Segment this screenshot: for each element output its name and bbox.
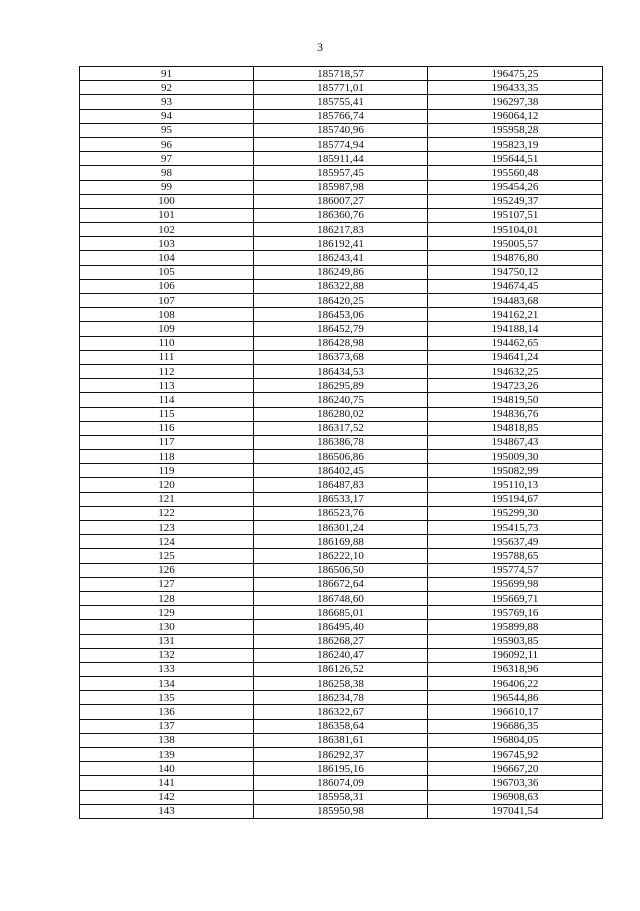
y-coordinate-cell: 195415,73 — [428, 521, 603, 535]
x-coordinate-cell: 186452,79 — [254, 322, 428, 336]
table-row — [80, 308, 603, 322]
point-number-cell: 101 — [80, 208, 254, 222]
table-row — [80, 137, 603, 151]
point-number-cell: 134 — [80, 677, 254, 691]
table-row — [80, 407, 603, 421]
x-coordinate-cell: 186672,64 — [254, 577, 428, 591]
y-coordinate-cell: 195249,37 — [428, 194, 603, 208]
point-number-cell: 104 — [80, 251, 254, 265]
x-coordinate-cell: 186358,64 — [254, 719, 428, 733]
y-coordinate-cell: 195637,49 — [428, 535, 603, 549]
y-coordinate-cell: 195774,57 — [428, 563, 603, 577]
table-row — [80, 521, 603, 535]
x-coordinate-cell: 186322,67 — [254, 705, 428, 719]
point-number-cell: 96 — [80, 137, 254, 151]
point-number-cell: 113 — [80, 379, 254, 393]
point-number-cell: 127 — [80, 577, 254, 591]
table-row — [80, 535, 603, 549]
y-coordinate-cell: 196297,38 — [428, 95, 603, 109]
x-coordinate-cell: 186268,27 — [254, 634, 428, 648]
y-coordinate-cell: 195699,98 — [428, 577, 603, 591]
x-coordinate-cell: 185774,94 — [254, 137, 428, 151]
y-coordinate-cell: 195194,67 — [428, 492, 603, 506]
table-row — [80, 393, 603, 407]
point-number-cell: 93 — [80, 95, 254, 109]
point-number-cell: 132 — [80, 648, 254, 662]
y-coordinate-cell: 195005,57 — [428, 237, 603, 251]
y-coordinate-cell: 195299,30 — [428, 506, 603, 520]
table-row — [80, 123, 603, 137]
x-coordinate-cell: 186428,98 — [254, 336, 428, 350]
table-row — [80, 166, 603, 180]
y-coordinate-cell: 194632,25 — [428, 364, 603, 378]
y-coordinate-cell: 195110,13 — [428, 478, 603, 492]
y-coordinate-cell: 194836,76 — [428, 407, 603, 421]
point-number-cell: 118 — [80, 450, 254, 464]
x-coordinate-cell: 185987,98 — [254, 180, 428, 194]
x-coordinate-cell: 186222,10 — [254, 549, 428, 563]
x-coordinate-cell: 186748,60 — [254, 591, 428, 605]
table-row — [80, 648, 603, 662]
page-number: 3 — [317, 40, 323, 54]
table-row — [80, 563, 603, 577]
point-number-cell: 138 — [80, 733, 254, 747]
table-row — [80, 762, 603, 776]
y-coordinate-cell: 195454,26 — [428, 180, 603, 194]
point-number-cell: 92 — [80, 81, 254, 95]
x-coordinate-cell: 186523,76 — [254, 506, 428, 520]
y-coordinate-cell: 194723,26 — [428, 379, 603, 393]
y-coordinate-cell: 195107,51 — [428, 208, 603, 222]
x-coordinate-cell: 186317,52 — [254, 421, 428, 435]
table-row — [80, 606, 603, 620]
table-row — [80, 379, 603, 393]
y-coordinate-cell: 196908,63 — [428, 790, 603, 804]
y-coordinate-cell: 194819,50 — [428, 393, 603, 407]
point-number-cell: 122 — [80, 506, 254, 520]
table-row — [80, 294, 603, 308]
table-row — [80, 435, 603, 449]
x-coordinate-cell: 186402,45 — [254, 464, 428, 478]
point-number-cell: 119 — [80, 464, 254, 478]
x-coordinate-cell: 185911,44 — [254, 152, 428, 166]
table-row — [80, 208, 603, 222]
y-coordinate-cell: 194641,24 — [428, 350, 603, 364]
point-number-cell: 105 — [80, 265, 254, 279]
x-coordinate-cell: 186258,38 — [254, 677, 428, 691]
y-coordinate-cell: 194674,45 — [428, 279, 603, 293]
table-row — [80, 790, 603, 804]
y-coordinate-cell: 194876,80 — [428, 251, 603, 265]
table-row — [80, 223, 603, 237]
y-coordinate-cell: 194867,43 — [428, 435, 603, 449]
table-row — [80, 152, 603, 166]
x-coordinate-cell: 186195,16 — [254, 762, 428, 776]
point-number-cell: 140 — [80, 762, 254, 776]
point-number-cell: 142 — [80, 790, 254, 804]
point-number-cell: 120 — [80, 478, 254, 492]
table-row — [80, 748, 603, 762]
y-coordinate-cell: 195082,99 — [428, 464, 603, 478]
x-coordinate-cell: 186373,68 — [254, 350, 428, 364]
x-coordinate-cell: 186360,76 — [254, 208, 428, 222]
x-coordinate-cell: 186249,86 — [254, 265, 428, 279]
x-coordinate-cell: 186295,89 — [254, 379, 428, 393]
table-row — [80, 577, 603, 591]
y-coordinate-cell: 196318,96 — [428, 662, 603, 676]
table-row — [80, 662, 603, 676]
point-number-cell: 106 — [80, 279, 254, 293]
coordinates-table-body — [80, 67, 603, 819]
point-number-cell: 110 — [80, 336, 254, 350]
table-row — [80, 634, 603, 648]
x-coordinate-cell: 186453,06 — [254, 308, 428, 322]
x-coordinate-cell: 186243,41 — [254, 251, 428, 265]
x-coordinate-cell: 186301,24 — [254, 521, 428, 535]
table-row — [80, 194, 603, 208]
y-coordinate-cell: 196745,92 — [428, 748, 603, 762]
x-coordinate-cell: 186495,40 — [254, 620, 428, 634]
y-coordinate-cell: 197041,54 — [428, 804, 603, 818]
y-coordinate-cell: 195560,48 — [428, 166, 603, 180]
table-row — [80, 450, 603, 464]
y-coordinate-cell: 196703,36 — [428, 776, 603, 790]
y-coordinate-cell: 196667,20 — [428, 762, 603, 776]
table-row — [80, 322, 603, 336]
table-row — [80, 733, 603, 747]
y-coordinate-cell: 196433,35 — [428, 81, 603, 95]
point-number-cell: 108 — [80, 308, 254, 322]
x-coordinate-cell: 186234,78 — [254, 691, 428, 705]
y-coordinate-cell: 195903,85 — [428, 634, 603, 648]
table-row — [80, 719, 603, 733]
point-number-cell: 126 — [80, 563, 254, 577]
point-number-cell: 130 — [80, 620, 254, 634]
y-coordinate-cell: 196475,25 — [428, 67, 603, 81]
x-coordinate-cell: 186126,52 — [254, 662, 428, 676]
y-coordinate-cell: 194462,65 — [428, 336, 603, 350]
x-coordinate-cell: 186192,41 — [254, 237, 428, 251]
x-coordinate-cell: 185755,41 — [254, 95, 428, 109]
table-row — [80, 492, 603, 506]
point-number-cell: 94 — [80, 109, 254, 123]
x-coordinate-cell: 186074,09 — [254, 776, 428, 790]
point-number-cell: 139 — [80, 748, 254, 762]
y-coordinate-cell: 196610,17 — [428, 705, 603, 719]
table-row — [80, 677, 603, 691]
table-row — [80, 251, 603, 265]
table-row — [80, 350, 603, 364]
point-number-cell: 128 — [80, 591, 254, 605]
x-coordinate-cell: 186381,61 — [254, 733, 428, 747]
point-number-cell: 143 — [80, 804, 254, 818]
point-number-cell: 123 — [80, 521, 254, 535]
table-row — [80, 506, 603, 520]
y-coordinate-cell: 194188,14 — [428, 322, 603, 336]
point-number-cell: 133 — [80, 662, 254, 676]
y-coordinate-cell: 195823,19 — [428, 137, 603, 151]
table-row — [80, 620, 603, 634]
point-number-cell: 116 — [80, 421, 254, 435]
y-coordinate-cell: 194162,21 — [428, 308, 603, 322]
point-number-cell: 95 — [80, 123, 254, 137]
x-coordinate-cell: 186506,50 — [254, 563, 428, 577]
y-coordinate-cell: 194818,85 — [428, 421, 603, 435]
y-coordinate-cell: 195788,65 — [428, 549, 603, 563]
table-row — [80, 364, 603, 378]
y-coordinate-cell: 196544,86 — [428, 691, 603, 705]
x-coordinate-cell: 186280,02 — [254, 407, 428, 421]
table-row — [80, 95, 603, 109]
x-coordinate-cell: 186240,47 — [254, 648, 428, 662]
point-number-cell: 102 — [80, 223, 254, 237]
y-coordinate-cell: 196064,12 — [428, 109, 603, 123]
y-coordinate-cell: 194750,12 — [428, 265, 603, 279]
point-number-cell: 97 — [80, 152, 254, 166]
point-number-cell: 109 — [80, 322, 254, 336]
table-row — [80, 549, 603, 563]
x-coordinate-cell: 186487,83 — [254, 478, 428, 492]
point-number-cell: 135 — [80, 691, 254, 705]
x-coordinate-cell: 185771,01 — [254, 81, 428, 95]
x-coordinate-cell: 186533,17 — [254, 492, 428, 506]
y-coordinate-cell: 196804,05 — [428, 733, 603, 747]
table-row — [80, 109, 603, 123]
x-coordinate-cell: 186506,86 — [254, 450, 428, 464]
point-number-cell: 131 — [80, 634, 254, 648]
x-coordinate-cell: 185958,31 — [254, 790, 428, 804]
table-row — [80, 336, 603, 350]
x-coordinate-cell: 186685,01 — [254, 606, 428, 620]
table-row — [80, 67, 603, 81]
point-number-cell: 121 — [80, 492, 254, 506]
point-number-cell: 125 — [80, 549, 254, 563]
y-coordinate-cell: 195009,30 — [428, 450, 603, 464]
x-coordinate-cell: 186169,88 — [254, 535, 428, 549]
x-coordinate-cell: 186322,88 — [254, 279, 428, 293]
point-number-cell: 91 — [80, 67, 254, 81]
y-coordinate-cell: 195769,16 — [428, 606, 603, 620]
x-coordinate-cell: 186420,25 — [254, 294, 428, 308]
table-row — [80, 804, 603, 818]
y-coordinate-cell: 194483,68 — [428, 294, 603, 308]
table-row — [80, 421, 603, 435]
x-coordinate-cell: 186434,53 — [254, 364, 428, 378]
table-row — [80, 265, 603, 279]
x-coordinate-cell: 185950,98 — [254, 804, 428, 818]
coordinates-table — [79, 66, 603, 819]
point-number-cell: 141 — [80, 776, 254, 790]
table-row — [80, 691, 603, 705]
x-coordinate-cell: 186386,78 — [254, 435, 428, 449]
point-number-cell: 117 — [80, 435, 254, 449]
x-coordinate-cell: 185740,96 — [254, 123, 428, 137]
point-number-cell: 112 — [80, 364, 254, 378]
point-number-cell: 111 — [80, 350, 254, 364]
point-number-cell: 124 — [80, 535, 254, 549]
table-row — [80, 237, 603, 251]
x-coordinate-cell: 185766,74 — [254, 109, 428, 123]
y-coordinate-cell: 195899,88 — [428, 620, 603, 634]
table-row — [80, 591, 603, 605]
table-row — [80, 81, 603, 95]
point-number-cell: 137 — [80, 719, 254, 733]
table-row — [80, 478, 603, 492]
point-number-cell: 107 — [80, 294, 254, 308]
y-coordinate-cell: 195644,51 — [428, 152, 603, 166]
point-number-cell: 136 — [80, 705, 254, 719]
x-coordinate-cell: 186292,37 — [254, 748, 428, 762]
y-coordinate-cell: 196092,11 — [428, 648, 603, 662]
y-coordinate-cell: 195958,28 — [428, 123, 603, 137]
table-row — [80, 279, 603, 293]
point-number-cell: 115 — [80, 407, 254, 421]
x-coordinate-cell: 186217,83 — [254, 223, 428, 237]
x-coordinate-cell: 185718,57 — [254, 67, 428, 81]
x-coordinate-cell: 186007,27 — [254, 194, 428, 208]
point-number-cell: 114 — [80, 393, 254, 407]
x-coordinate-cell: 185957,45 — [254, 166, 428, 180]
y-coordinate-cell: 195104,01 — [428, 223, 603, 237]
x-coordinate-cell: 186240,75 — [254, 393, 428, 407]
y-coordinate-cell: 196406,22 — [428, 677, 603, 691]
point-number-cell: 98 — [80, 166, 254, 180]
y-coordinate-cell: 195669,71 — [428, 591, 603, 605]
table-row — [80, 180, 603, 194]
table-row — [80, 776, 603, 790]
table-row — [80, 705, 603, 719]
table-row — [80, 464, 603, 478]
y-coordinate-cell: 196686,35 — [428, 719, 603, 733]
point-number-cell: 99 — [80, 180, 254, 194]
point-number-cell: 103 — [80, 237, 254, 251]
point-number-cell: 129 — [80, 606, 254, 620]
point-number-cell: 100 — [80, 194, 254, 208]
